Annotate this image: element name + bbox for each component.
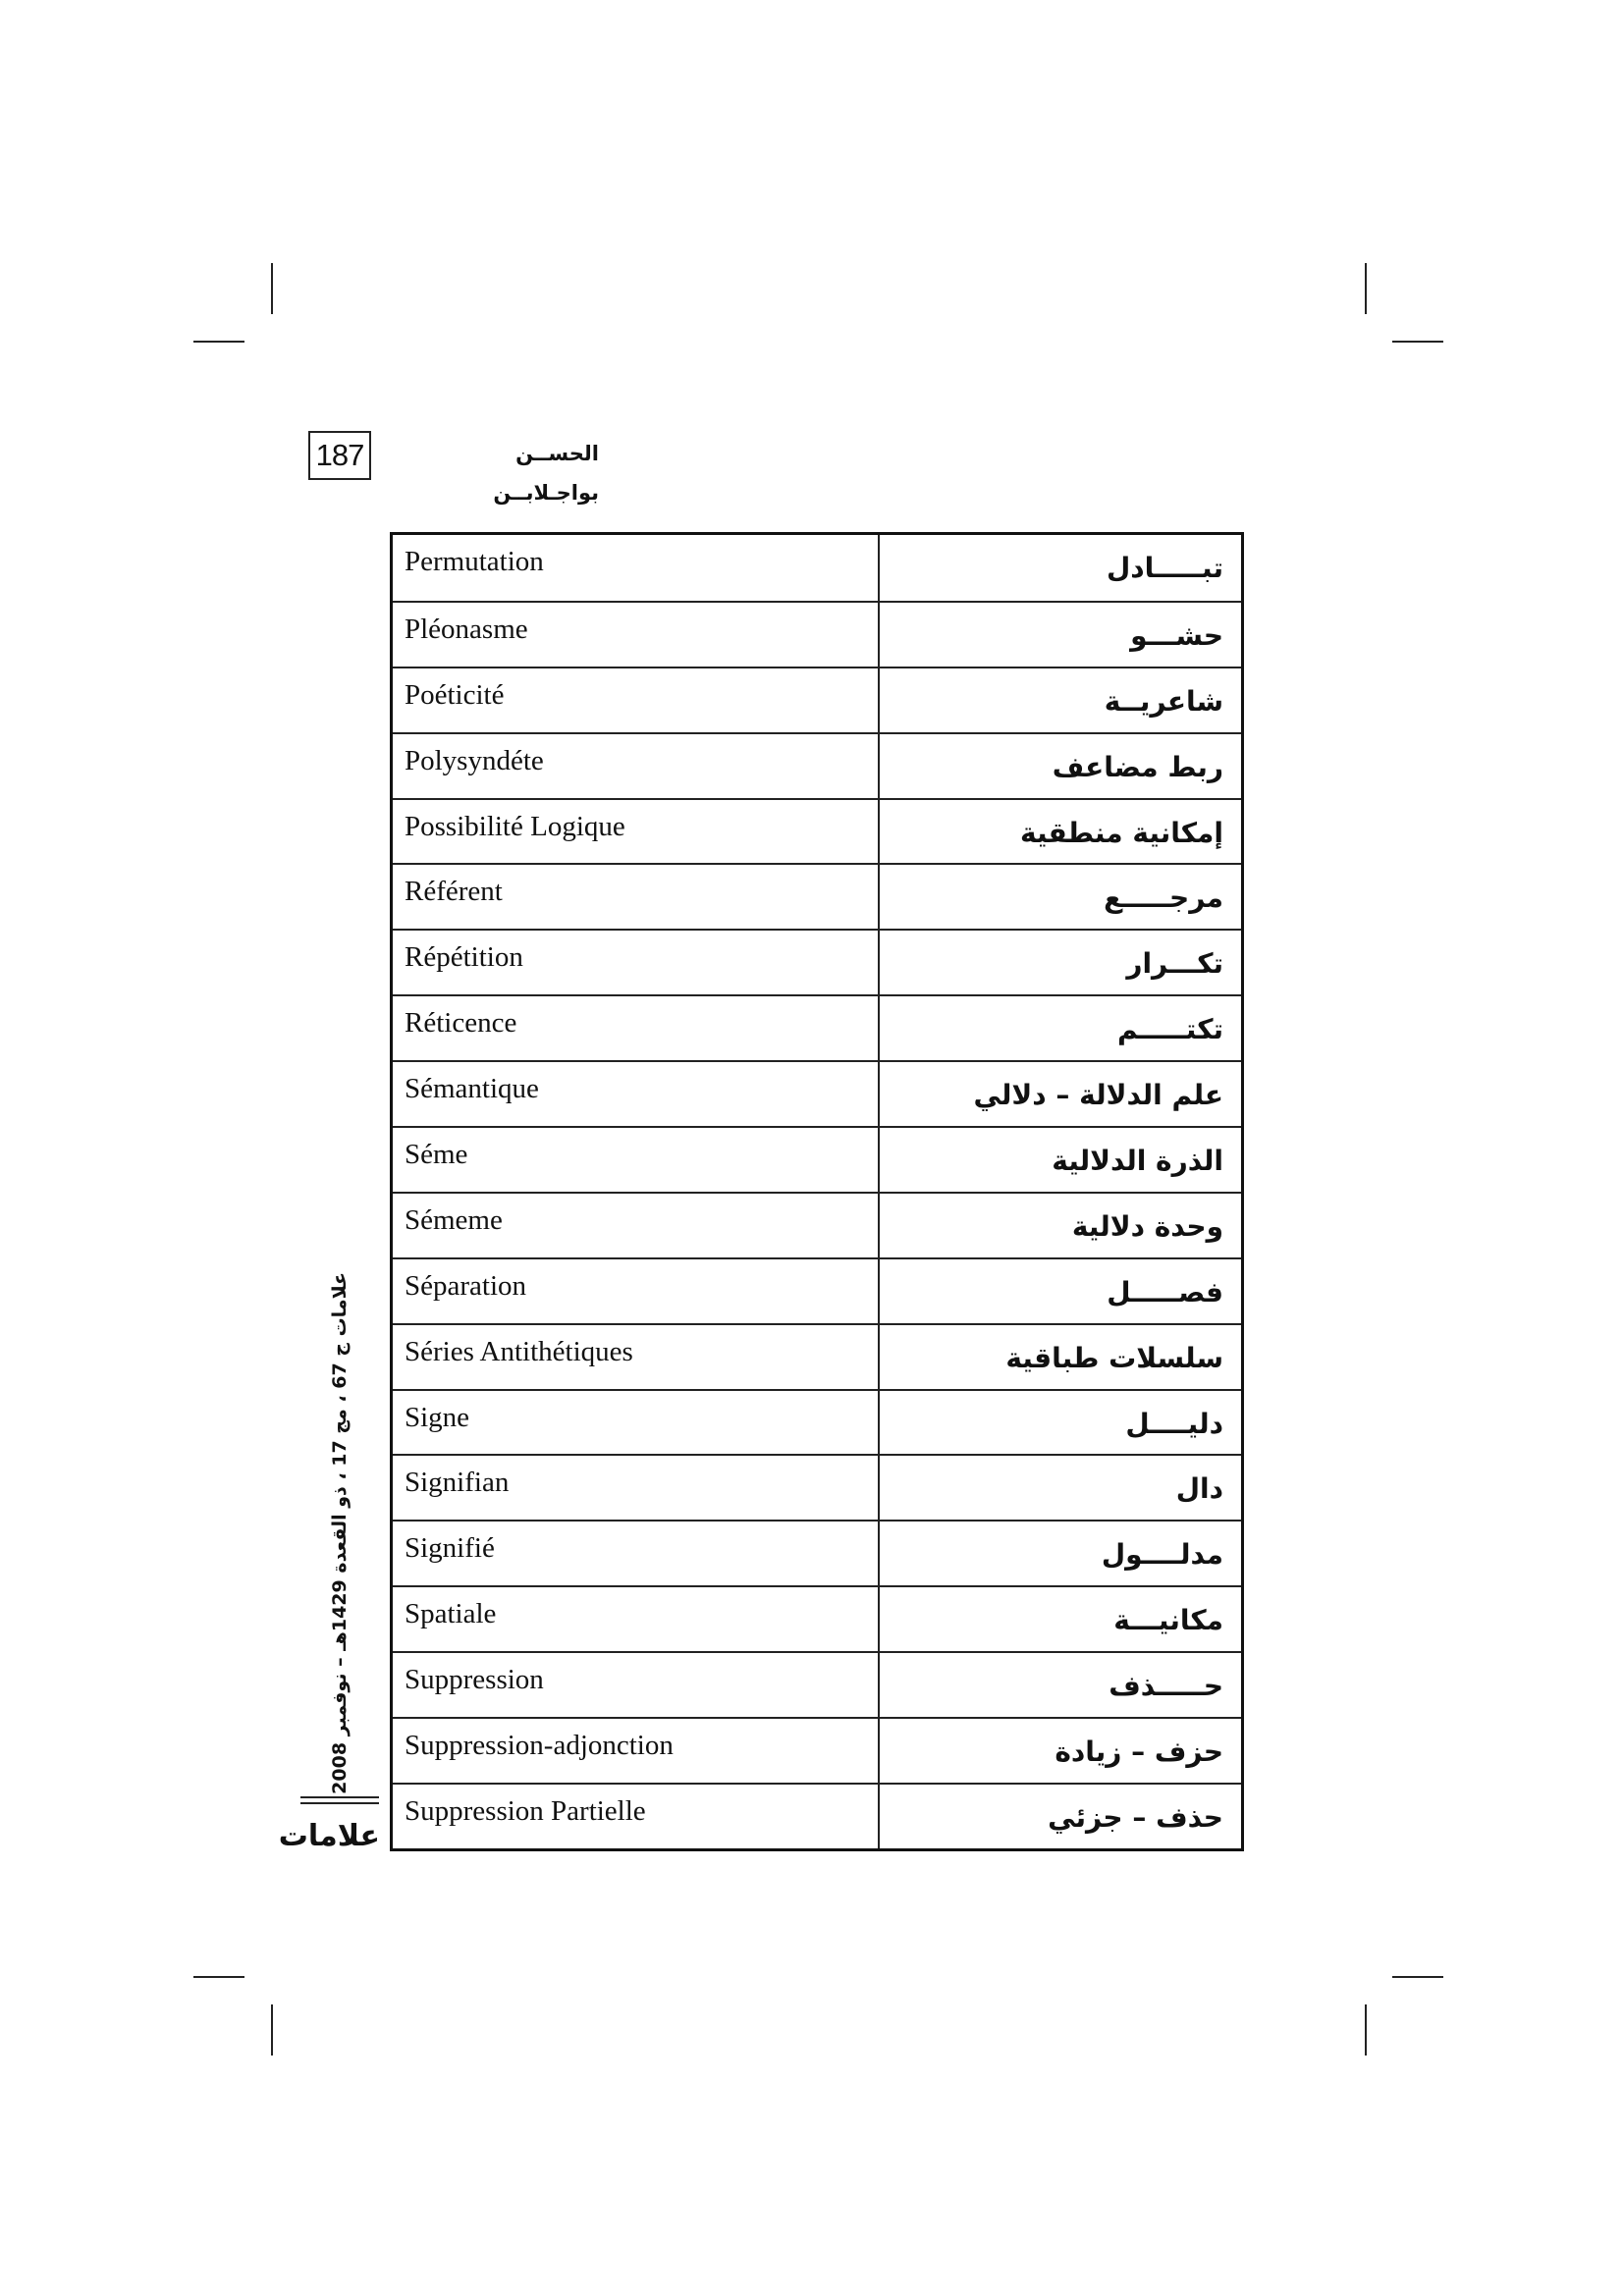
arabic-term: وحدة دلالية: [1071, 1209, 1223, 1243]
french-term: Référent: [393, 865, 880, 929]
journal-issue-line: علامات ج 67 ، مج 17 ، ذو القعدة 1429هـ – نوفمبر 2008: [329, 1272, 351, 1794]
table-row: [393, 535, 1241, 601]
french-term: Sémeme: [393, 1194, 880, 1257]
french-term: Sémantique: [393, 1062, 880, 1126]
table-row: [393, 863, 1241, 929]
journal-logo: علامات: [278, 1819, 380, 1853]
french-term: Signifian: [393, 1456, 880, 1520]
french-term: Réticence: [393, 996, 880, 1060]
arabic-term: تكـــرار: [1126, 947, 1223, 981]
french-term: Suppression Partielle: [393, 1785, 880, 1848]
arabic-term: سلسلات طباقية: [1005, 1341, 1223, 1374]
arabic-term: ربط مضاعف: [1052, 750, 1223, 783]
arabic-term: تبـــــادل: [1107, 552, 1223, 584]
arabic-term: علم الدلالة – دلالي: [973, 1079, 1223, 1112]
french-term: Séries Antithétiques: [393, 1325, 880, 1389]
arabic-term: شاعريــة: [1104, 684, 1223, 718]
french-term: Spatiale: [393, 1587, 880, 1651]
author-name: الحســن بواجـلابــن: [493, 442, 599, 505]
table-row: [393, 1257, 1241, 1323]
page-number: 187: [308, 431, 371, 480]
crop-mark: [193, 1976, 244, 1978]
arabic-term: مكانيـــة: [1113, 1604, 1223, 1637]
journal-info-sidebar: [320, 1272, 359, 1792]
french-term: Polysyndéte: [393, 734, 880, 798]
table-row: [393, 1454, 1241, 1520]
glossary-table: [390, 532, 1244, 1851]
sidebar-divider: [300, 1796, 379, 1804]
french-term: Poéticité: [393, 668, 880, 732]
table-row: [393, 601, 1241, 667]
table-row: [393, 667, 1241, 732]
arabic-term: حذف – جزئي: [1048, 1800, 1223, 1834]
french-term: Répétition: [393, 931, 880, 994]
french-term: Séparation: [393, 1259, 880, 1323]
table-row: [393, 1783, 1241, 1848]
arabic-term: مدلــــول: [1101, 1538, 1223, 1572]
table-row: [393, 1717, 1241, 1783]
arabic-term: فصـــــل: [1107, 1275, 1223, 1308]
table-row: [393, 994, 1241, 1060]
french-term: Suppression-adjonction: [393, 1719, 880, 1783]
table-row: [393, 732, 1241, 798]
table-row: [393, 1323, 1241, 1389]
crop-mark: [1365, 263, 1367, 314]
arabic-term: حشـــو: [1130, 618, 1223, 652]
crop-mark: [271, 263, 273, 314]
crop-mark: [1392, 1976, 1443, 1978]
arabic-term: تكتـــــم: [1116, 1013, 1223, 1046]
table-row: [393, 1651, 1241, 1717]
arabic-term: حـــــذف: [1109, 1670, 1223, 1703]
arabic-term: دال: [1175, 1472, 1223, 1506]
table-row: [393, 929, 1241, 994]
table-row: [393, 798, 1241, 864]
arabic-term: الذرة الدلالية: [1052, 1145, 1223, 1178]
crop-mark: [1365, 2004, 1367, 2056]
table-row: [393, 1585, 1241, 1651]
arabic-term: دليــــل: [1125, 1407, 1223, 1440]
french-term: Suppression: [393, 1653, 880, 1717]
crop-mark: [1392, 341, 1443, 343]
table-row: [393, 1389, 1241, 1455]
french-term: Signe: [393, 1391, 880, 1455]
french-term: Possibilité Logique: [393, 800, 880, 864]
table-row: [393, 1060, 1241, 1126]
french-term: Permutation: [393, 535, 880, 601]
crop-mark: [271, 2004, 273, 2056]
table-row: [393, 1126, 1241, 1192]
table-row: [393, 1192, 1241, 1257]
arabic-term: إمكانية منطقية: [1019, 816, 1223, 849]
table-row: [393, 1520, 1241, 1585]
arabic-term: حزف – زيادة: [1055, 1735, 1223, 1769]
french-term: Pléonasme: [393, 603, 880, 667]
arabic-term: مرجـــــع: [1104, 881, 1223, 915]
french-term: Séme: [393, 1128, 880, 1192]
french-term: Signifié: [393, 1522, 880, 1585]
crop-mark: [193, 341, 244, 343]
